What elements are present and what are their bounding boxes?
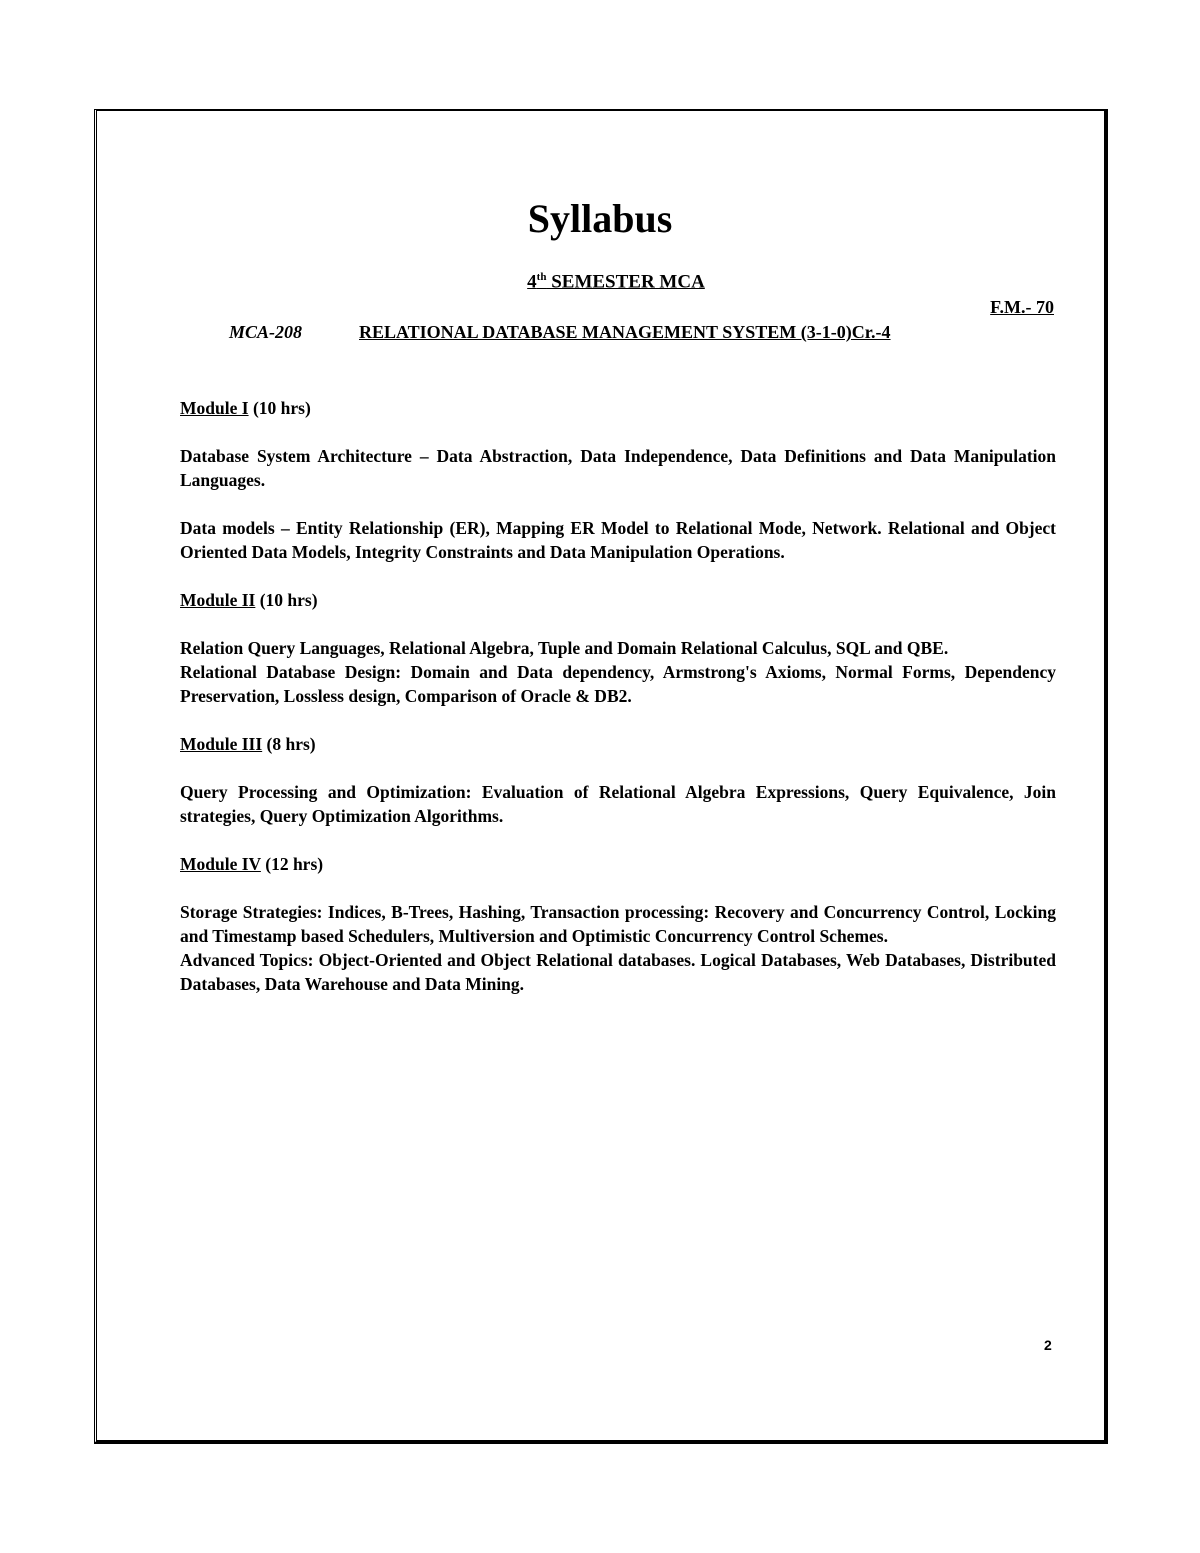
page-title: Syllabus (527, 196, 673, 241)
semester-number: 4 (527, 271, 537, 293)
module-paragraph: Database System Architecture – Data Abstraction, Data Independence, Data Definitions and Data Manipulation Languages. (180, 446, 1056, 490)
module-heading (180, 732, 1056, 756)
module-name: Module III (180, 734, 263, 754)
semester-label: SEMESTER MCA (546, 271, 705, 293)
module-paragraph: Relation Query Languages, Relational Algebra, Tuple and Domain Relational Calculus, SQL and QBE. (180, 638, 949, 658)
module-heading (180, 852, 1056, 876)
semester-heading (0, 271, 1200, 293)
module-paragraph: Query Processing and Optimization: Evaluation of Relational Algebra Expressions, Query Equivalence, Join strategies, Query Optimization Algorithms. (180, 782, 1056, 826)
module-hours: (12 hrs) (260, 854, 324, 874)
module-paragraph: Advanced Topics: Object-Oriented and Object Relational databases. Logical Databases, Web Databases, Distributed Databases, Data Warehouse and Data Mining. (180, 950, 1056, 994)
module-hours: (10 hrs) (248, 398, 311, 418)
module-name: Module IV (180, 854, 261, 874)
module-heading (180, 588, 1056, 612)
semester-ordinal: th (536, 271, 547, 283)
module-paragraph: Relational Database Design: Domain and Data dependency, Armstrong's Axioms, Normal Forms, Dependency Preservation, Lossless design, Comparison of Oracle & DB2. (180, 662, 1056, 706)
module-hours: (8 hrs) (262, 734, 316, 754)
module-paragraph: Storage Strategies: Indices, B-Trees, Hashing, Transaction processing: Recovery and Concurrency Control, Locking and Timestamp based Schedulers, Multiversion and Optimistic Concurrency Control Schemes. (180, 902, 1056, 946)
syllabus-body (180, 396, 1056, 996)
module-name: Module I (180, 398, 249, 418)
course-name: RELATIONAL DATABASE MANAGEMENT SYSTEM (3-1-0)Cr.-4 (359, 322, 891, 342)
page-number: 2 (1044, 1337, 1052, 1353)
module-heading (180, 396, 1056, 420)
module-paragraph: Data models – Entity Relationship (ER), Mapping ER Model to Relational Mode, Network. Relational and Object Oriented Data Models, Integrity Constraints and Data Manipulation Operations. (180, 518, 1056, 562)
full-marks: F.M.- 70 (990, 297, 1054, 317)
module-name: Module II (180, 590, 256, 610)
course-code: MCA-208 (229, 322, 303, 342)
module-hours: (10 hrs) (255, 590, 318, 610)
